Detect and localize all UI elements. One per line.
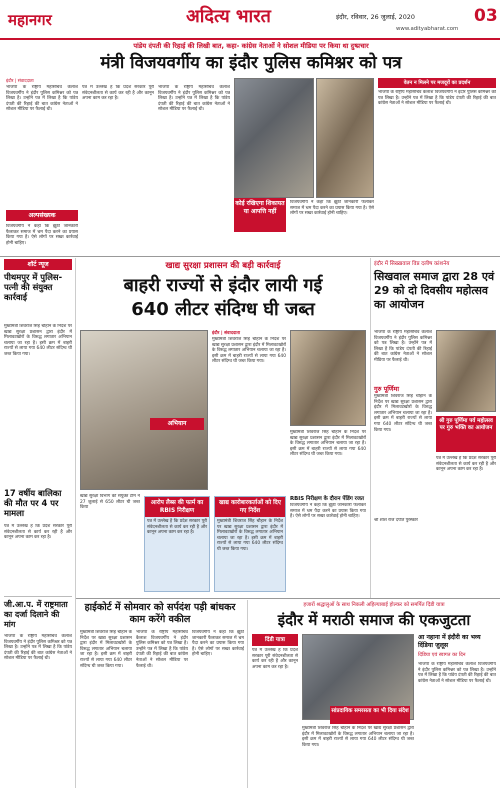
bottom-right-photo-caption-text: सांप्रदायिक समरसता का भी दिया संदेश (331, 708, 409, 714)
divider-1 (0, 256, 500, 257)
lead-photo-caption (234, 198, 286, 232)
lead-caption-body: विजयवर्गीय ने कहा कि झूठी जानकारी फैलाकर समाज में भ्रम पैदा करने का प्रयास किया गया है। ऐसे लोगों पर सख्त कार्रवाई होनी चाहिए। (290, 200, 374, 217)
lead-side-body: भाजपा के राष्ट्रीय महासचिव कैलाश विजयवर्गीय ने इंदौर पुलिस कमिश्नर को पत्र लिखा है। उन्होंने पत्र में लिखा है कि पांडेय दंपती की रिहाई की बात कांग्रेस नेताओं ने सोशल मीडिया पर फैलाई थी। (378, 90, 496, 107)
main-photo-badge (150, 418, 204, 430)
bottom-right-headline: इंदौर में मराठी समाज की एकजुटता (277, 611, 471, 629)
left-col-divider (75, 258, 76, 788)
main-box-1 (144, 496, 210, 592)
lead-inset-label (6, 210, 78, 221)
bottom-right-inset (252, 634, 298, 646)
main-box-1-body: पत्र में उल्लेख है कि प्रदेश सरकार पूरी संवेदनशीलता से कार्य कर रही है और कानून अपना काम कर रहा है। (147, 519, 207, 536)
left-divider (4, 596, 72, 597)
main-kicker: खाद्य सुरक्षा प्रशासन की बड़ी कार्रवाई (165, 261, 281, 271)
bottom-right-body-1: पत्र में उल्लेख है कि प्रदेश सरकार पूरी संवेदनशीलता से कार्य कर रही है और कानून अपना काम कर रहा है। (252, 648, 298, 670)
right-body-1: भाजपा के राष्ट्रीय महासचिव कैलाश विजयवर्गीय ने इंदौर पुलिस कमिश्नर को पत्र लिखा है। उन्होंने पत्र में लिखा है कि पांडेय दंपती की रिहाई की बात कांग्रेस नेताओं ने सोशल मीडिया पर फैलाई थी। (374, 330, 432, 363)
brand-name: अदित्य भारत (186, 6, 271, 27)
left-col-section (4, 259, 72, 270)
bottom-left-body-1: मुख्यमंत्री शिवराज सिंह चौहान के निर्देश पर खाद्य सुरक्षा प्रशासन द्वारा इंदौर में मिलावटखोरों के विरुद्ध लगातार अभियान चलाया जा रहा है। इसी क्रम में बाहरी राज्यों से लाया गया 640 लीटर संदिग्ध घी जब्त किया गया। (80, 630, 132, 669)
bottom-left-body-2: भाजपा के राष्ट्रीय महासचिव कैलाश विजयवर्गीय ने इंदौर पुलिस कमिश्नर को पत्र लिखा है। उन्होंने पत्र में लिखा है कि पांडेय दंपती की रिहाई की बात कांग्रेस नेताओं ने सोशल मीडिया पर फैलाई थी। (136, 630, 188, 669)
lead-side-label-text: वेतन न मिलने पर मजदूरों का प्रदर्शन (403, 80, 471, 86)
bottom-right-side-title: आ नहाना में इंदौरी का भव्य दिंडिया जुलूस (418, 634, 481, 649)
main-photo-badge-text: अभियान (167, 420, 187, 427)
right-photo (436, 330, 496, 412)
main-body-3: खाद्य सुरक्षा विभाग की संयुक्त टीम ने 27 जुलाई से 650 लीटर घी जब्त किया (80, 494, 140, 511)
right-body-4: श्री शशि राजे दंपति पुरस्कार (374, 518, 418, 523)
main-box-3 (290, 496, 366, 592)
brand-logo (186, 4, 271, 28)
main-box-2-title: खाद्य कारोबारकर्ताओं को दिए गए निर्देश (215, 497, 285, 517)
right-kicker: इंदौर में सिख्खवाल विप्र दलीष कांशनेय (374, 261, 450, 267)
right-col-divider (370, 258, 371, 598)
right-box (436, 416, 496, 452)
left-item1-title: पीथमपुर में पुलिस-पत्नी की संयुक्त कार्रवाई (4, 272, 63, 302)
right-body-2: मुख्यमंत्री शिवराज सिंह चौहान के निर्देश पर खाद्य सुरक्षा प्रशासन द्वारा इंदौर में मिलावटखोरों के विरुद्ध लगातार अभियान चलाया जा रहा है। इसी क्रम में बाहरी राज्यों से लाया गया 640 लीटर संदिग्ध घी जब्त किया गया। (374, 394, 432, 433)
lead-inset-text: अल्पसंख्यक (28, 212, 56, 219)
main-box-2 (214, 496, 286, 592)
left-item2-title: 17 वर्षीय बालिका की मौत पर 4 पर मामला (4, 488, 62, 518)
lead-body-3: पत्र में उल्लेख है कि प्रदेश सरकार पूरी संवेदनशीलता से कार्य कर रही है और कानून अपना काम कर रहा है। (82, 85, 154, 102)
lead-headline: मंत्री विजयवर्गीय का इंदौर पुलिस कमिश्नर को पत्र (100, 53, 402, 73)
bottom-right-side-sub: दिंडिया एवं स्वागत का दिन (418, 652, 466, 658)
right-sub-label: गुरु पूर्णिमा (374, 385, 400, 393)
bottom-right-inset-text: दिंडी यात्रा (264, 637, 286, 643)
main-body-1: मुख्यमंत्री शिवराज सिंह चौहान के निर्देश पर खाद्य सुरक्षा प्रशासन द्वारा इंदौर में मिलावटखोरों के विरुद्ध लगातार अभियान चलाया जा रहा है। इसी क्रम में बाहरी राज्यों से लाया गया 640 लीटर संदिग्ध घी जब्त किया गया। (212, 337, 286, 365)
lead-kicker: पांडेय दंपती की रिहाई की लिखी बात, कहा- कांग्रेस नेताओं ने सोशल मीडिया पर किया था दुष्प्रचार (133, 42, 369, 50)
main-box-3-title: RBIS निरीक्षण के दौरान पेंडिंग रजत (290, 496, 364, 502)
masthead-rule (0, 38, 500, 40)
masthead (0, 0, 500, 40)
lead-photo-2 (316, 78, 374, 198)
main-headline-1: बाहरी राज्यों से इंदौर लायी गई (123, 275, 323, 296)
lead-byline: इंदौर | संवाददाता (6, 79, 34, 84)
left-item2-body: पत्र में उल्लेख है कि प्रदेश सरकार पूरी संवेदनशीलता से कार्य कर रही है और कानून अपना काम कर रहा है। (4, 524, 72, 541)
website: www.adityabharat.com (396, 26, 459, 32)
left-item1-body: मुख्यमंत्री शिवराज सिंह चौहान के निर्देश पर खाद्य सुरक्षा प्रशासन द्वारा इंदौर में मिलावटखोरों के विरुद्ध लगातार अभियान चलाया जा रहा है। इसी क्रम में बाहरी राज्यों से लाया गया 640 लीटर संदिग्ध घी जब्त किया गया। (4, 324, 72, 357)
lead-side-label (378, 78, 496, 88)
main-box-3-body: विजयवर्गीय ने कहा कि झूठी जानकारी फैलाकर समाज में भ्रम पैदा करने का प्रयास किया गया है। ऐसे लोगों पर सख्त कार्रवाई होनी चाहिए। (290, 503, 366, 520)
main-box-2-body: मुख्यमंत्री शिवराज सिंह चौहान के निर्देश पर खाद्य सुरक्षा प्रशासन द्वारा इंदौर में मिलावटखोरों के विरुद्ध लगातार अभियान चलाया जा रहा है। इसी क्रम में बाहरी राज्यों से लाया गया 640 लीटर संदिग्ध घी जब्त किया गया। (217, 519, 283, 552)
bottom-left-body-3: विजयवर्गीय ने कहा कि झूठी जानकारी फैलाकर समाज में भ्रम पैदा करने का प्रयास किया गया है। ऐसे लोगों पर सख्त कार्रवाई होनी चाहिए। (192, 630, 244, 658)
section-label: महानगर (8, 11, 52, 29)
main-box-1-title: आरोप लैब्स की फार्म का RBIS निरीक्षण (145, 497, 209, 517)
main-photo (80, 330, 208, 490)
right-headline: सिखवाल समाज द्वारा 28 एवं 29 को दो दिवसीय महोत्सव का आयोजन (374, 270, 495, 311)
right-box-text: श्री गुरु पूर्णिमा पर्व महोत्सव पर गुरु भक्ति का आयोजन (439, 418, 493, 431)
left-col-section-text: शॉर्ट न्यूज (27, 261, 49, 268)
lead-body-1: भाजपा के राष्ट्रीय महासचिव कैलाश विजयवर्गीय ने इंदौर पुलिस कमिश्नर को पत्र लिखा है। उन्होंने पत्र में लिखा है कि पांडेय दंपती की रिहाई की बात कांग्रेस नेताओं ने सोशल मीडिया पर फैलाई थी। (6, 85, 78, 113)
main-headline-2: 640 लीटर संदिग्ध घी जब्त (131, 299, 315, 320)
bottom-left-kicker: हाईकोर्ट में सोमवार को सर्पदंश पड़ी बांधकर काम करेंगे वकील (84, 602, 236, 625)
bottom-right-side-body: भाजपा के राष्ट्रीय महासचिव कैलाश विजयवर्गीय ने इंदौर पुलिस कमिश्नर को पत्र लिखा है। उन्होंने पत्र में लिखा है कि पांडेय दंपती की रिहाई की बात कांग्रेस नेताओं ने सोशल मीडिया पर फैलाई थी। (418, 662, 496, 684)
left-item3-title: जी.आ.प. में राष्ट्रमाता का दर्जा दिलाने की मांग (4, 600, 68, 629)
main-byline: इंदौर | संवाददाता (212, 331, 241, 336)
bottom-right-body-2: मुख्यमंत्री शिवराज सिंह चौहान के निर्देश पर खाद्य सुरक्षा प्रशासन द्वारा इंदौर में मिलावटखोरों के विरुद्ध लगातार अभियान चलाया जा रहा है। इसी क्रम में बाहरी राज्यों से लाया गया 640 लीटर संदिग्ध घी जब्त किया गया। (302, 726, 414, 748)
bottom-divider (247, 600, 248, 788)
lead-body-2: विजयवर्गीय ने कहा कि झूठी जानकारी फैलाकर समाज में भ्रम पैदा करने का प्रयास किया गया है। ऐसे लोगों पर सख्त कार्रवाई होनी चाहिए। (6, 224, 78, 246)
left-item3-body: भाजपा के राष्ट्रीय महासचिव कैलाश विजयवर्गीय ने इंदौर पुलिस कमिश्नर को पत्र लिखा है। उन्होंने पत्र में लिखा है कि पांडेय दंपती की रिहाई की बात कांग्रेस नेताओं ने सोशल मीडिया पर फैलाई थी। (4, 634, 72, 662)
bottom-right-kicker: हजारों श्रद्धालुओं के साथ निकली अहिल्याबाई होल्कर को समर्पित दिंडी यात्रा (303, 602, 445, 608)
bottom-right-photo-caption (330, 706, 410, 724)
main-body-2: मुख्यमंत्री शिवराज सिंह चौहान के निर्देश पर खाद्य सुरक्षा प्रशासन द्वारा इंदौर में मिलावटखोरों के विरुद्ध लगातार अभियान चलाया जा रहा है। इसी क्रम में बाहरी राज्यों से लाया गया 640 लीटर संदिग्ध घी जब्त किया गया। (290, 430, 366, 458)
main-photo-2 (290, 330, 366, 426)
page-number: 03 (474, 6, 498, 26)
lead-photo (234, 78, 314, 198)
dateline: इंदौर, रविवार, 26 जुलाई, 2020 (336, 13, 415, 21)
divider-2 (76, 598, 500, 599)
lead-body-4: भाजपा के राष्ट्रीय महासचिव कैलाश विजयवर्गीय ने इंदौर पुलिस कमिश्नर को पत्र लिखा है। उन्होंने पत्र में लिखा है कि पांडेय दंपती की रिहाई की बात कांग्रेस नेताओं ने सोशल मीडिया पर फैलाई थी। (158, 85, 230, 113)
right-body-3: पत्र में उल्लेख है कि प्रदेश सरकार पूरी संवेदनशीलता से कार्य कर रही है और कानून अपना काम कर रहा है। (436, 456, 496, 473)
lead-photo-caption-text: कोई रखिएगा शिकायत या आपत्ति नहीं (235, 200, 285, 215)
